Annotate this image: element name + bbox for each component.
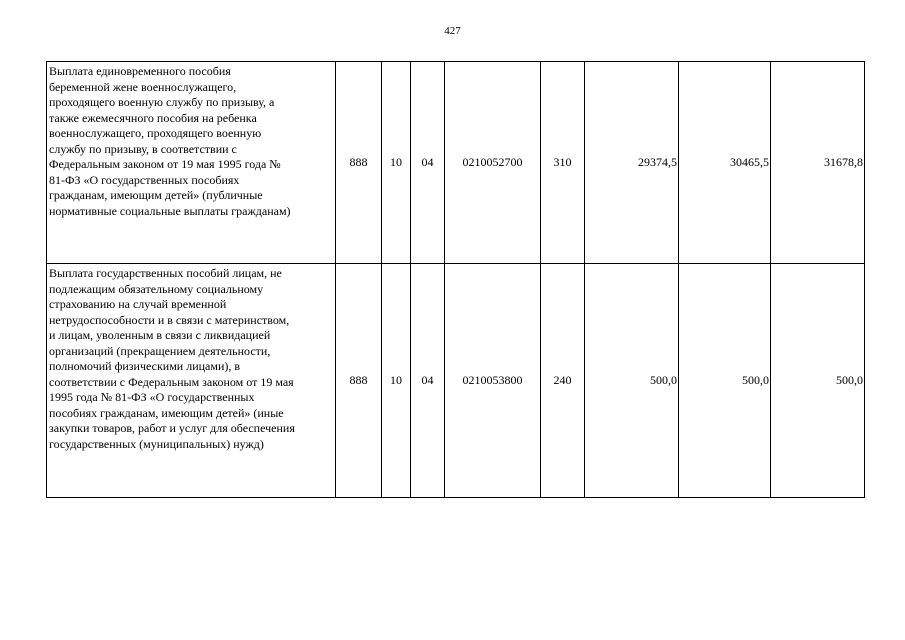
expense-type-code: 310 — [541, 62, 585, 264]
table-row — [47, 62, 865, 264]
subsection-code: 04 — [411, 264, 445, 498]
amount-year-3: 31678,8 — [771, 62, 865, 264]
table-row — [47, 264, 865, 498]
subsection-code: 04 — [411, 62, 445, 264]
target-article-code: 0210052700 — [445, 62, 541, 264]
amount-year-1: 500,0 — [585, 264, 679, 498]
amount-year-3: 500,0 — [771, 264, 865, 498]
ministry-code: 888 — [336, 62, 382, 264]
amount-year-2: 30465,5 — [679, 62, 771, 264]
budget-table — [46, 61, 865, 498]
expense-description: Выплата единовременного пособия беременной жене военнослужащего, проходящего военную службу по призыву, а также ежемесячного пособия на ребенка военнослужащего, проходящего военную службу по призыву, в соответствии с Федеральным законом от 19 мая 1995 года № 81-ФЗ «О государственных пособиях гражданам, имеющим детей» (публичные нормативные социальные выплаты гражданам) — [47, 62, 336, 264]
page-number: 427 — [444, 25, 461, 37]
amount-year-1: 29374,5 — [585, 62, 679, 264]
amount-year-2: 500,0 — [679, 264, 771, 498]
target-article-code: 0210053800 — [445, 264, 541, 498]
expense-type-code: 240 — [541, 264, 585, 498]
expense-description: Выплата государственных пособий лицам, не подлежащим обязательному социальному страхованию на случай временной нетрудоспособности и в связи с материнством, и лицам, уволенным в связи с ликвидацией организаций (прекращением деятельности, полномочий физическими лицами), в соответствии с Федеральным законом от 19 мая 1995 года № 81-ФЗ «О государственных пособиях гражданам, имеющим детей» (иные закупки товаров, работ и услуг для обеспечения государственных (муниципальных) нужд) — [47, 264, 336, 498]
ministry-code: 888 — [336, 264, 382, 498]
section-code: 10 — [382, 264, 411, 498]
section-code: 10 — [382, 62, 411, 264]
